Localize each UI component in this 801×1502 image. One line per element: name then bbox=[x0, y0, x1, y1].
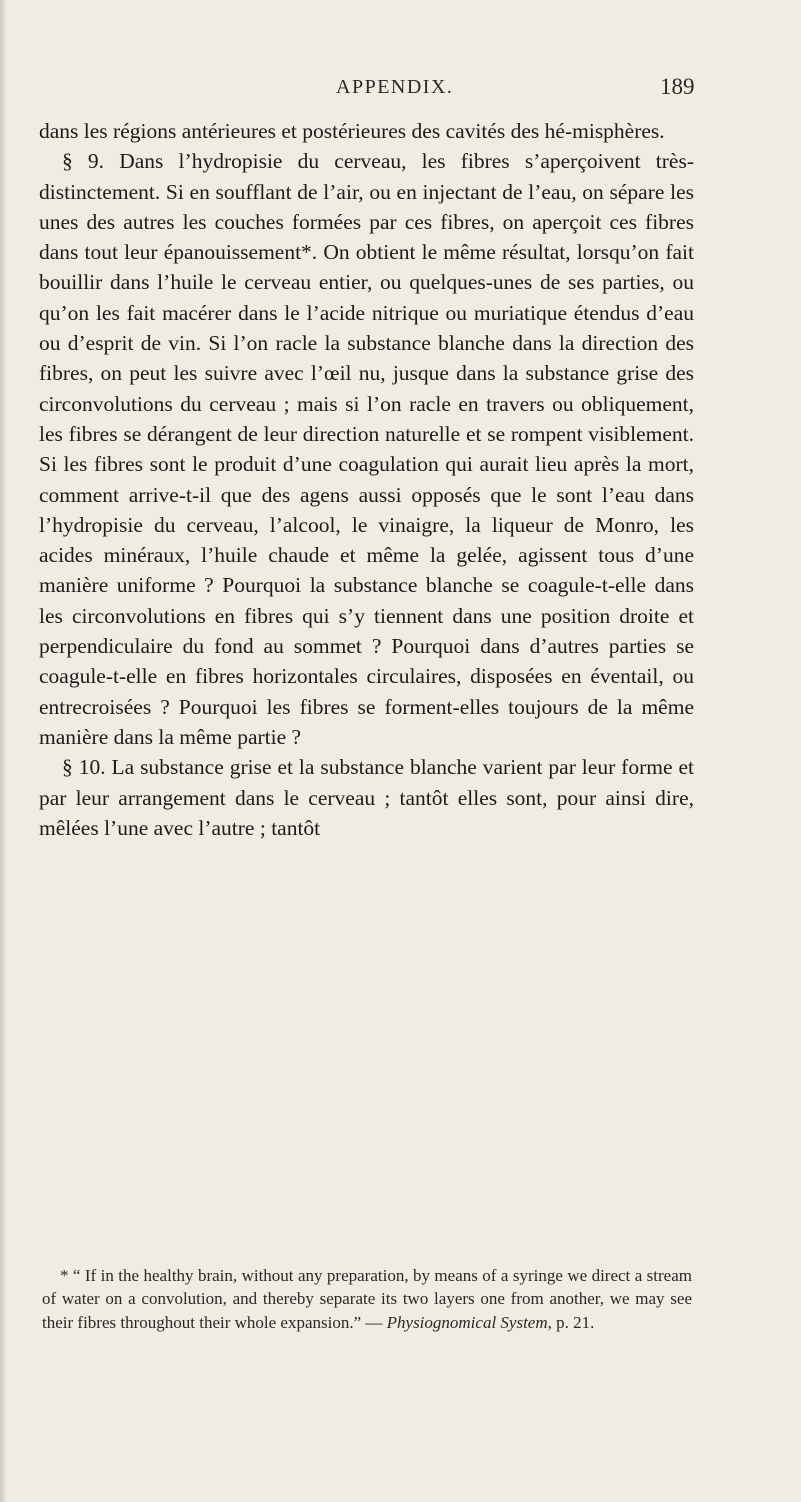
page-edge bbox=[0, 0, 6, 1502]
body-text bbox=[39, 116, 694, 843]
running-head: APPENDIX. bbox=[336, 76, 454, 98]
paragraph-section-9: § 9. Dans l’hydropisie du cerveau, les fibres s’aperçoivent très-distinctement. Si en soufflant de l’air, ou en injectant de l’eau, on sépare les unes des autres les couches formées par ces fibres, on aperçoit ces fibres dans tout leur épanouissement*. On obtient le même résultat, lorsqu’on fait bouillir dans l’huile le cerveau entier, ou quelques-unes de ses parties, ou qu’on les fait macérer dans le l’acide nitrique ou muriatique étendus d’eau ou d’esprit de vin. Si l’on racle la substance blanche dans la direction des fibres, on peut les suivre avec l’œil nu, jusque dans la substance grise des circonvolutions du cerveau ; mais si l’on racle en travers ou obliquement, les fibres se dérangent de leur direction naturelle et se rompent visiblement. Si les fibres sont le produit d’une coagulation qui aurait lieu après la mort, comment arrive-t-il que des agens aussi opposés que le sont l’eau dans l’hydropisie du cerveau, l’alcool, le vinaigre, la liqueur de Monro, les acides minéraux, l’huile chaude et même la gelée, agissent tous d’une manière uniforme ? Pourquoi la substance blanche se coagule-t-elle dans les circonvolutions en fibres qui s’y tiennent dans une position droite et perpendiculaire du fond au sommet ? Pourquoi dans d’autres parties se coagule-t-elle en fibres horizontales circulaires, disposées en éventail, ou entrecroisées ? Pourquoi les fibres se forment-elles toujours de la même manière dans la même partie ? bbox=[39, 149, 694, 749]
footnote-separator: — bbox=[361, 1312, 387, 1332]
page-number: 189 bbox=[660, 74, 695, 99]
paragraph-continuation: dans les régions antérieures et postérieures des cavités des hé-misphères. bbox=[39, 119, 665, 143]
footnote-page-ref: , p. 21. bbox=[547, 1312, 595, 1332]
footnote bbox=[42, 1264, 692, 1334]
page-header bbox=[0, 76, 801, 106]
footnote-paragraph bbox=[42, 1264, 692, 1334]
footnote-text: * “ If in the healthy brain, without any preparation, by means of a syringe we direct a stream of water on a convolution, and thereby separate its two layers one from another, we may see their fibres throughout their whole expansion.” bbox=[42, 1266, 692, 1332]
footnote-source: Physiognomical System bbox=[386, 1312, 548, 1332]
paragraph-section-10: § 10. La substance grise et la substance blanche varient par leur forme et par leur arrangement dans le cerveau ; tantôt elles sont, pour ainsi dire, mêlées l’une avec l’autre ; tantôt bbox=[39, 755, 694, 840]
